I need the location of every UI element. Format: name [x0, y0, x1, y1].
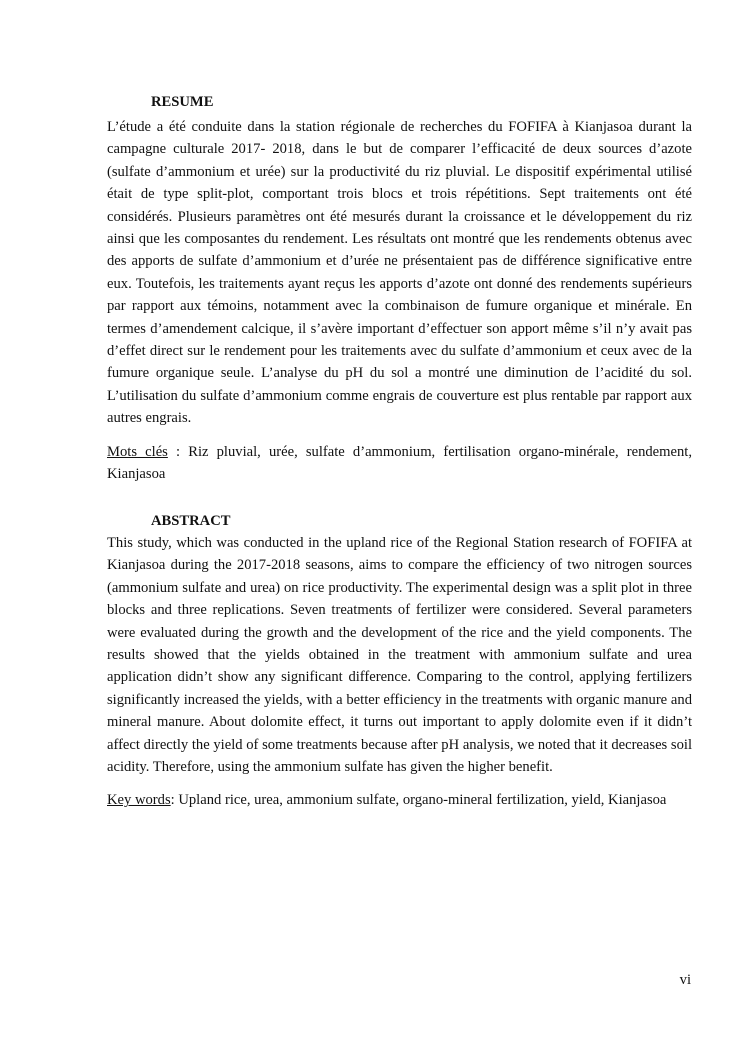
abstract-keywords-text: : Upland rice, urea, ammonium sulfate, organo-mineral fertilization, yield, Kianjasoa — [170, 792, 667, 809]
abstract-keywords — [107, 789, 692, 811]
abstract-heading: ABSTRACT — [151, 513, 231, 529]
resume-keywords-label: Mots clés — [107, 443, 168, 460]
resume-keywords-text: : Riz pluvial, urée, sulfate d’ammonium, fertilisation organo-minérale, rendement, Kianjasoa — [107, 443, 692, 483]
resume-body: L’étude a été conduite dans la station régionale de recherches du FOFIFA à Kianjasoa durant la campagne culturale 2017- 2018, dans le but de comparer l’efficacité de deux sources d’azote (sulfate d’ammonium et urée) sur la productivité du riz pluvial. Le dispositif expérimental utilisé était de type split-plot, comportant trois blocs et trois répétitions. Sept traitements ont été considérés. Plusieurs paramètres ont été mesurés durant la croissance et le développement du riz ainsi que les composantes du rendement. Les résultats ont montré que les rendements obtenus avec des apports de sulfate d’ammonium et d’urée ne présentaient pas de différence significative entre eux. Toutefois, les traitements ayant reçus les apports d’azote ont donné des rendements supérieurs par rapport aux témoins, notamment avec la combinaison de fumure organique et minérale. En termes d’amendement calcique, il s’avère important d’effectuer son apport même s’il n’y avait pas d’effet direct sur le rendement pour les traitements avec du sulfate d’ammonium et ceux avec de la fumure organique seule. L’analyse du pH du sol a montré une diminution de l’acidité du sol. L’utilisation du sulfate d’ammonium comme engrais de couverture est plus rentable par rapport aux autres engrais. — [107, 119, 692, 427]
abstract-keywords-label: Key words — [107, 792, 171, 809]
page-number: vi — [679, 972, 691, 988]
resume-section — [107, 92, 692, 486]
resume-heading: RESUME — [151, 94, 214, 110]
resume-keywords — [107, 441, 692, 486]
abstract-section — [107, 511, 692, 812]
abstract-body: This study, which was conducted in the upland rice of the Regional Station research of FOFIFA at Kianjasoa during the 2017-2018 seasons, aims to compare the efficiency of two nitrogen sources (ammonium sulfate and urea) on rice productivity. The experimental design was a split plot in three blocks and three replications. Seven treatments of fertilizer were considered. Several parameters were evaluated during the growth and the development of the rice and the yield components. The results showed that the yields obtained in the treatment with ammonium sulfate and urea application didn’t show any significant difference. Comparing to the control, applying fertilizers significantly increased the yields, with a better efficiency in the treatments with organic manure and mineral manure. About dolomite effect, it turns out important to apply dolomite even if it didn’t affect directly the yield of some treatments because after pH analysis, we noted that it decreases soil acidity. Therefore, using the ammonium sulfate has given the higher benefit. — [107, 535, 692, 776]
